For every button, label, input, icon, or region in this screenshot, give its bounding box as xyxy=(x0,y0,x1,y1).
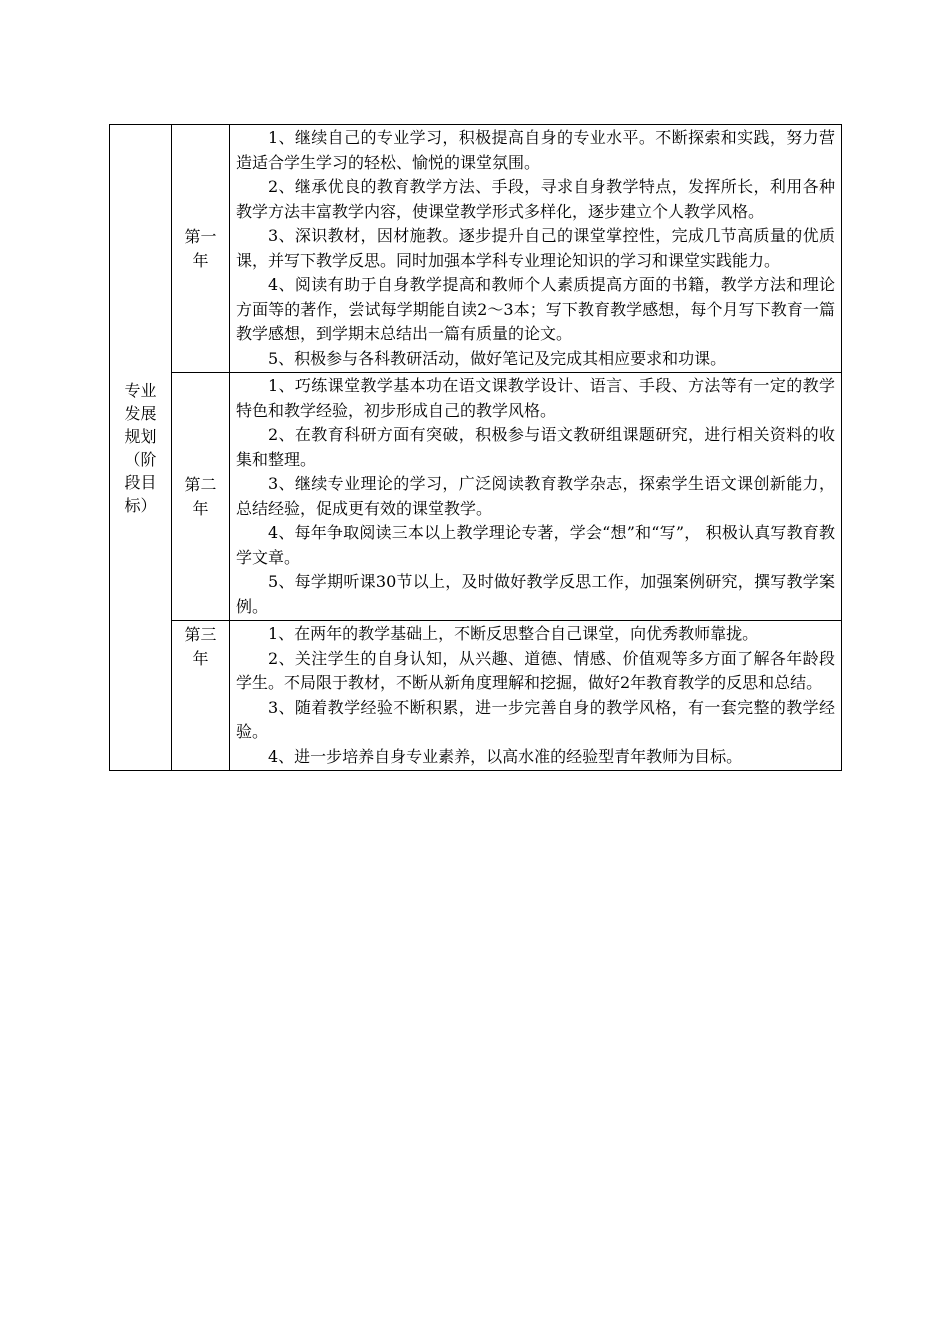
category-line: （阶 xyxy=(124,449,157,469)
goal-item: 4、每年争取阅读三本以上教学理论专著，学会“想”和“写”， 积极认真写教育教学文章。 xyxy=(236,523,835,567)
year-1-goals xyxy=(230,125,842,373)
category-line: 专业 xyxy=(124,380,157,400)
category-cell xyxy=(110,125,172,771)
goal-item: 4、进一步培养自身专业素养，以高水准的经验型青年教师为目标。 xyxy=(268,746,743,766)
goal-item: 2、关注学生的自身认知，从兴趣、道德、情感、价值观等多方面了解各年龄段学生。不局限于教材，不断从新角度理解和挖掘，做好2年教育教学的反思和总结。 xyxy=(236,648,835,692)
goal-item: 3、深识教材，因材施教。逐步提升自己的课堂掌控性，完成几节高质量的优质课，并写下教学反思。同时加强本学科专业理论知识的学习和课堂实践能力。 xyxy=(236,226,835,270)
goal-item: 5、每学期听课30节以上，及时做好教学反思工作，加强案例研究，撰写教学案例。 xyxy=(236,572,835,616)
category-line: 标） xyxy=(124,495,157,515)
category-line: 发展 xyxy=(124,403,157,423)
goal-item: 5、积极参与各科教研活动，做好笔记及完成其相应要求和功课。 xyxy=(268,348,727,368)
goal-item: 1、继续自己的专业学习，积极提高自身的专业水平。不断探索和实践，努力营造适合学生学习的轻松、愉悦的课堂氛围。 xyxy=(236,128,835,172)
year-3-row xyxy=(110,621,842,771)
goal-item: 1、巧练课堂教学基本功在语文课教学设计、语言、手段、方法等有一定的教学特色和教学经验，初步形成自己的教学风格。 xyxy=(236,376,835,420)
year-1-label xyxy=(172,125,230,373)
year-3-goals xyxy=(230,621,842,771)
year-label-line: 第三 xyxy=(184,625,217,644)
goal-item: 4、阅读有助于自身教学提高和教师个人素质提高方面的书籍，教学方法和理论方面等的著作，尝试每学期能自读2～3本；写下教育教学感想，每个月写下教育一篇教学感想，到学期末总结出一篇有质量的论文。 xyxy=(236,275,835,343)
year-label-line: 年 xyxy=(192,498,209,518)
development-plan-table xyxy=(109,124,842,771)
goal-item: 1、在两年的教学基础上，不断反思整合自己课堂，向优秀教师靠拢。 xyxy=(268,624,759,643)
year-label-line: 年 xyxy=(192,649,209,668)
year-2-label xyxy=(172,373,230,621)
year-3-label xyxy=(172,621,230,771)
goal-item: 3、继续专业理论的学习，广泛阅读教育教学杂志，探索学生语文课创新能力，总结经验，促成更有效的课堂教学。 xyxy=(236,474,835,518)
goal-item: 2、在教育科研方面有突破，积极参与语文教研组课题研究，进行相关资料的收集和整理。 xyxy=(236,425,835,469)
year-2-goals xyxy=(230,373,842,621)
year-label-line: 第二 xyxy=(184,474,217,494)
year-1-row xyxy=(110,125,842,373)
year-label-line: 第一 xyxy=(184,226,217,246)
goal-item: 2、继承优良的教育教学方法、手段，寻求自身教学特点，发挥所长，利用各种教学方法丰富教学内容，使课堂教学形式多样化，逐步建立个人教学风格。 xyxy=(236,177,835,221)
category-line: 规划 xyxy=(124,426,157,446)
goal-item: 3、随着教学经验不断积累，进一步完善自身的教学风格，有一套完整的教学经验。 xyxy=(236,697,835,741)
year-label-line: 年 xyxy=(192,250,209,270)
category-line: 段目 xyxy=(124,472,157,492)
year-2-row xyxy=(110,373,842,621)
